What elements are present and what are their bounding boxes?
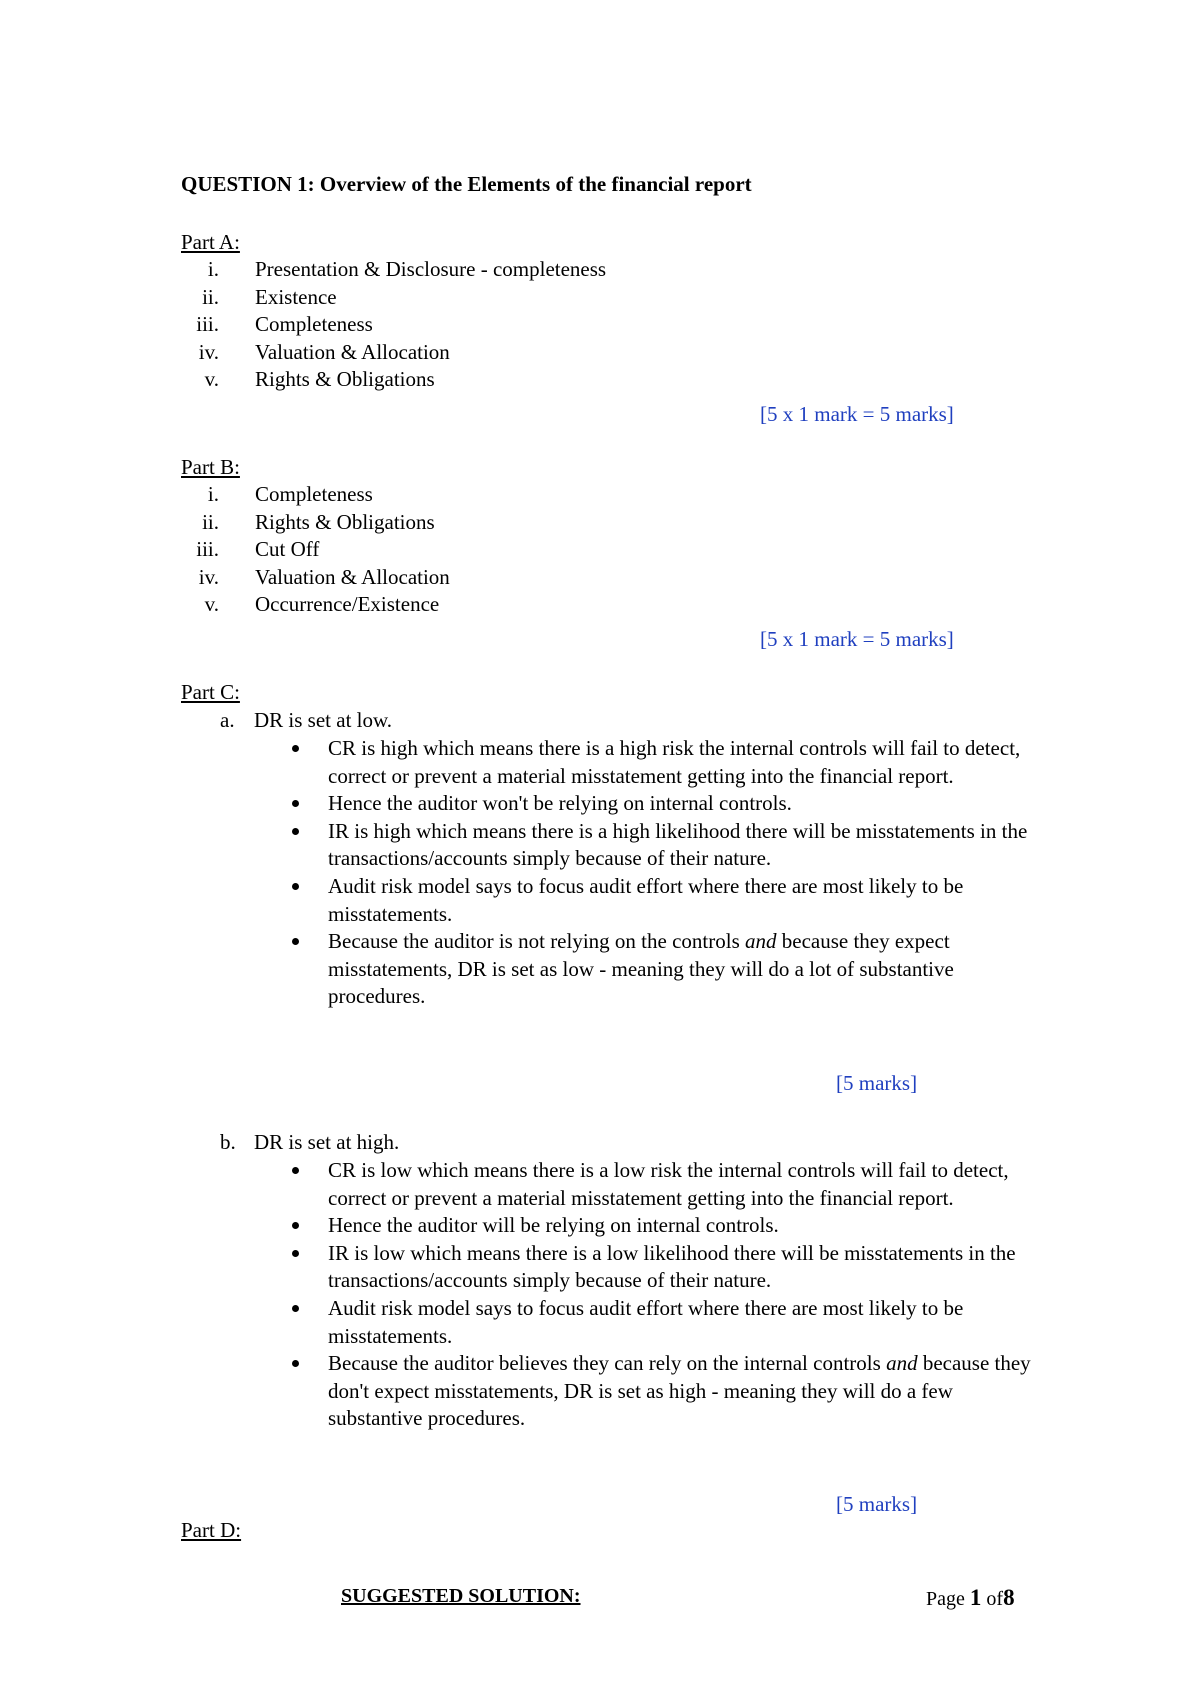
document-page: QUESTION 1: Overview of the Elements of the financial report Part A: i. Presentation & Disclosure - completeness ii. Existence iii. Completeness iv. Valuation & Allocation v. Rights & Obligations [5 x 1 mark = 5 marks] Part B: i. Completeness ii. Rights & Obligations iii. Cut Off iv. Valuation & Allocation v. Occurrence/Existence [5 x 1 mark = 5 marks] Part C: a. DR is set at low. CR is high which means there is a high risk the internal controls will fail to detect, correct or prevent a material misstatement getting into the financial report. Hence the auditor won't be relying on internal controls. IR is high which means there is a high likelihood there will be misstatements in the transactions/accounts simply because of their nature. Audit risk model says to focus audit effort where there are most likely to be misstatements. Because the auditor is not relying on the controls and because they expect misstatements, DR is set as low - meaning they will do a lot of substantive procedures. [5 marks] b. DR is set at high. CR is low which means there is a low risk the internal controls will fail to detect, correct or prevent a material misstatement getting into the financial report. Hence the auditor will be relying on internal controls. IR is low which means there is a low likelihood there will be misstatements in the transactions/accounts simply because of their nature. Audit risk model says to focus audit effort where there are most likely to be misstatements. Because the auditor believes they can rely on the internal controls and because they don't expect misstatements, DR is set as high - meaning they will do a few substantive procedures. [5 marks] Part D: SUGGESTED SOLUTION: Page 1 of8 <box>181 172 1031 1610</box>
part-d-label: Part D: <box>181 1518 242 1542</box>
part-c-b-bullets <box>292 1157 1032 1433</box>
part-c-a-heading: a. DR is set at low. <box>220 708 393 732</box>
list-item: IR is low which means there is a low likelihood there will be misstatements in the transactions/accounts simply because of their nature. <box>292 1240 1032 1295</box>
list-item: IR is high which means there is a high likelihood there will be misstatements in the transactions/accounts simply because of their nature. <box>292 818 1032 873</box>
list-item: Audit risk model says to focus audit effort where there are most likely to be misstatements. <box>292 873 1032 928</box>
part-c-b-marks: [5 marks] <box>836 1492 918 1516</box>
list-item: CR is low which means there is a low risk the internal controls will fail to detect, correct or prevent a material misstatement getting into the financial report. <box>292 1157 1032 1212</box>
part-a-label: Part A: <box>181 230 240 254</box>
part-b-label: Part B: <box>181 455 240 479</box>
list-item: Because the auditor believes they can rely on the internal controls and because they don't expect misstatements, DR is set as high - meaning they will do a few substantive procedures. <box>292 1350 1032 1433</box>
part-c-label: Part C: <box>181 680 240 704</box>
part-a-marks: [5 x 1 mark = 5 marks] <box>760 402 954 426</box>
part-c-a-bullets <box>292 735 1032 1011</box>
part-b-marks: [5 x 1 mark = 5 marks] <box>760 627 954 651</box>
list-item: Because the auditor is not relying on the controls and because they expect misstatements, DR is set as low - meaning they will do a lot of substantive procedures. <box>292 928 1032 1011</box>
list-item: CR is high which means there is a high risk the internal controls will fail to detect, correct or prevent a material misstatement getting into the financial report. <box>292 735 1032 790</box>
list-item: Hence the auditor won't be relying on internal controls. <box>292 790 1032 818</box>
part-c-a-marks: [5 marks] <box>836 1071 918 1095</box>
footer-suggested-solution: SUGGESTED SOLUTION: <box>341 1585 581 1607</box>
page-number: Page 1 of8 <box>926 1585 1015 1610</box>
question-title: QUESTION 1: Overview of the Elements of the financial report <box>181 172 752 196</box>
list-item: Audit risk model says to focus audit effort where there are most likely to be misstatements. <box>292 1295 1032 1350</box>
list-item: Hence the auditor will be relying on internal controls. <box>292 1212 1032 1240</box>
part-c-b-heading: b. DR is set at high. <box>220 1130 400 1154</box>
